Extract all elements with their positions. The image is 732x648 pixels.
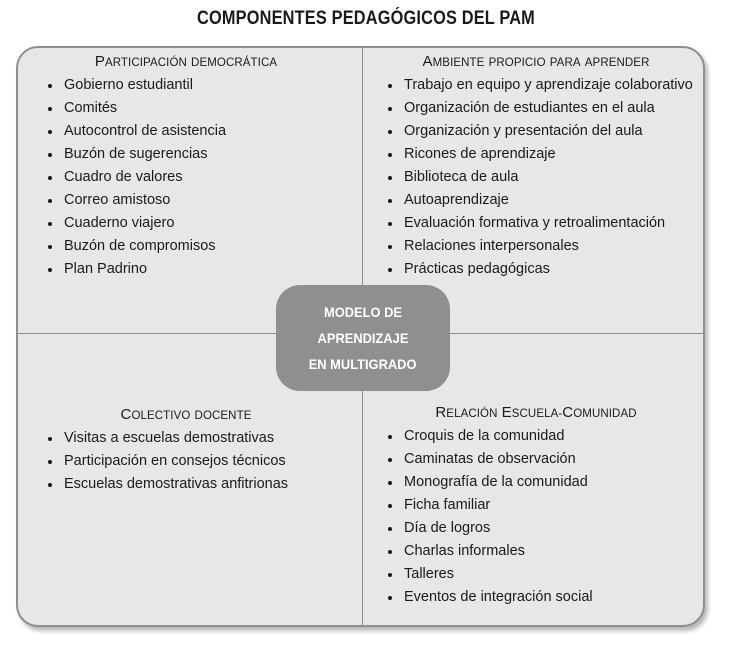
item-list xyxy=(386,74,696,281)
item-list xyxy=(46,427,346,496)
list-item: Visitas a escuelas demostrativas xyxy=(46,427,346,450)
list-item: Charlas informales xyxy=(386,540,696,563)
center-label-line2: EN MULTIGRADO xyxy=(309,356,417,372)
list-item: Gobierno estudiantil xyxy=(46,74,346,97)
list-item: Monografía de la comunidad xyxy=(386,471,696,494)
list-item: Trabajo en equipo y aprendizaje colaborativo xyxy=(386,74,696,97)
list-item: Caminatas de observación xyxy=(386,448,696,471)
list-item: Organización y presentación del aula xyxy=(386,120,696,143)
list-item: Participación en consejos técnicos xyxy=(46,450,346,473)
list-item: Cuaderno viajero xyxy=(46,212,346,235)
list-item: Biblioteca de aula xyxy=(386,166,696,189)
list-item: Buzón de sugerencias xyxy=(46,143,346,166)
list-item: Autoaprendizaje xyxy=(386,189,696,212)
quadrant-participacion-democratica xyxy=(46,53,346,281)
list-item: Plan Padrino xyxy=(46,258,346,281)
quadrant-title: PARTICIPACIÓN DEMOCRÁTICA xyxy=(94,53,278,70)
list-item: Día de logros xyxy=(386,517,696,540)
list-item: Prácticas pedagógicas xyxy=(386,258,696,281)
quadrant-ambiente-propicio xyxy=(386,53,696,281)
list-item: Correo amistoso xyxy=(46,189,346,212)
center-label-line1: MODELO DE APRENDIZAJE xyxy=(317,304,409,346)
quadrant-relacion-escuela-comunidad xyxy=(386,404,696,609)
quadrant-colectivo-docente xyxy=(46,406,346,496)
diagram-frame xyxy=(16,46,705,627)
list-item: Talleres xyxy=(386,563,696,586)
list-item: Evaluación formativa y retroalimentación xyxy=(386,212,696,235)
list-item: Ficha familiar xyxy=(386,494,696,517)
list-item: Relaciones interpersonales xyxy=(386,235,696,258)
center-model-box xyxy=(276,285,450,391)
list-item: Buzón de compromisos xyxy=(46,235,346,258)
item-list xyxy=(386,425,696,609)
list-item: Organización de estudiantes en el aula xyxy=(386,97,696,120)
list-item: Cuadro de valores xyxy=(46,166,346,189)
list-item: Eventos de integración social xyxy=(386,586,696,609)
quadrant-title: AMBIENTE PROPICIO PARA APRENDER xyxy=(422,53,650,70)
list-item: Comités xyxy=(46,97,346,120)
list-item: Ricones de aprendizaje xyxy=(386,143,696,166)
list-item: Autocontrol de asistencia xyxy=(46,120,346,143)
list-item: Croquis de la comunidad xyxy=(386,425,696,448)
diagram-title: COMPONENTES PEDAGÓGICOS DEL PAM xyxy=(197,8,535,29)
quadrant-title: RELACIÓN ESCUELA-COMUNIDAD xyxy=(435,404,637,421)
quadrant-title: COLECTIVO DOCENTE xyxy=(120,406,252,423)
item-list xyxy=(46,74,346,281)
list-item: Escuelas demostrativas anfitrionas xyxy=(46,473,346,496)
